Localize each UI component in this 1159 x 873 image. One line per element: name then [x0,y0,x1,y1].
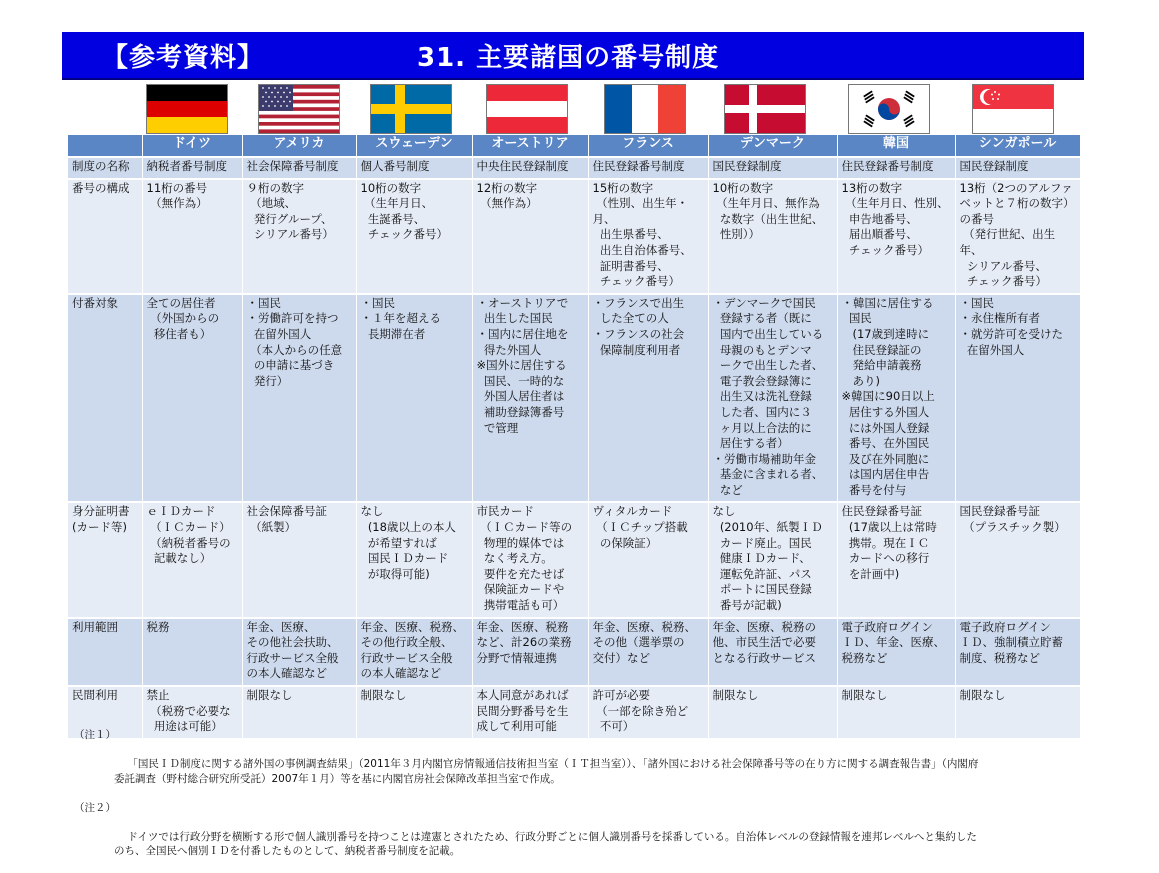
table-cell: 個人番号制度 [356,157,472,179]
table-cell: 禁止 （税務で必要な 用途は可能） [142,686,242,739]
row-label-id-card: 身分証明書 (カード等) [68,502,142,617]
table-cell: 制限なし [837,686,955,739]
table-cell: 11桁の番号 （無作為） [142,179,242,294]
column-header-sweden: スウェーデン [356,135,472,157]
comparison-table [68,135,1081,740]
table-cell: 10桁の数字 （生年月日、無作為 な数字（出生世紀、 性別）） [708,179,837,294]
table-cell: 13桁（2つのアルファ ベットと７桁の数字） の番号 （発行世紀、出生年、 シリアル番号、 チェック番号） [955,179,1080,294]
korea-flag-icon [848,84,930,134]
table-header-row [68,135,1080,157]
table-cell: ・フランスで出生 した全ての人 ・フランスの社会 保障制度利用者 [588,294,708,503]
table-cell: 年金、医療、税務の 他、市民生活で必要 となる行政サービス [708,618,837,686]
france-flag-icon [604,84,686,134]
table-cell: ・国民 ・労働許可を持つ 在留外国人 （本人からの任意 の申請に基づき 発行） [242,294,356,503]
footnote-label: （注１） [74,728,116,743]
table-row [68,618,1080,686]
denmark-flag-icon [724,84,806,134]
table-cell: ・国民 ・永住権所有者 ・就労許可を受けた 在留外国人 [955,294,1080,503]
table-cell: 制限なし [356,686,472,739]
table-row [68,502,1080,617]
austria-flag-icon [486,84,568,134]
table-cell: 国民登録制度 [708,157,837,179]
table-cell: 電子政府ログイン ＩＤ、年金、医療、 税務など [837,618,955,686]
table-cell: 市民カード （ＩＣカード等の 物理的媒体では なく考え方。 要件を充たせば 保険証カードや 携帯電話も可） [472,502,588,617]
table-cell: 本人同意があれば 民間分野番号を生 成して利用可能 [472,686,588,739]
row-label-assignment-target: 付番対象 [68,294,142,503]
table-cell: ・オーストリアで 出生した国民 ・国内に居住地を 得た外国人 ※国外に居住する 国民、一時的な 外国人居住者は 補助登録簿番号 で管理 [472,294,588,503]
table-cell: 中央住民登録制度 [472,157,588,179]
title-banner [62,32,1084,80]
germany-flag-icon [146,84,228,134]
table-cell: なし (18歳以上の本人 が希望すれば 国民ＩＤカード が取得可能) [356,502,472,617]
table-cell: 電子政府ログイン ＩＤ、強制積立貯蓄 制度、税務など [955,618,1080,686]
column-header-usa: アメリカ [242,135,356,157]
footnote [74,728,1074,801]
table-cell: 制限なし [242,686,356,739]
table-cell: ９桁の数字 （地域、 発行グループ、 シリアル番号） [242,179,356,294]
footnote-text: ドイツでは行政分野を横断する形で個人識別番号を持つことは違憲とされたため、行政分野ごとに個人識別番号を採番している。自治体レベルの登録情報を連邦レベルへと集約した のち、全国民へ個別ＩＤを付番したものとして、納税者番号制度を記載。 [114,831,977,858]
footnote-label: （注２） [74,801,116,816]
table-cell: 制限なし [708,686,837,739]
table-cell: ・韓国に居住する 国民 (17歳到達時に 住民登録証の 発給申請義務 あり) ※韓国に90日以上 居住する外国人 には外国人登録 番号、在外国民 及び在外同胞に は国内居住申告 番号を付与 [837,294,955,503]
table-cell: 年金、医療、税務、 その他（選挙票の 交付）など [588,618,708,686]
row-label-private-use: 民間利用 [68,686,142,739]
row-label-system-name: 制度の名称 [68,157,142,179]
table-cell: 国民登録制度 [955,157,1080,179]
flags-row [62,84,1084,132]
table-cell: 社会保障番号制度 [242,157,356,179]
table-cell: ・デンマークで国民 登録する者（既に 国内で出生している 母親のもとデンマ ークで出生した者、 電子教会登録簿に 出生又は洗礼登録 した者、国内に３ ヶ月以上合法的に 居住する者） ・労働市場補助年金 基金に含まれる者、 など [708,294,837,503]
table-cell: 住民登録番号制度 [588,157,708,179]
table-cell: 税務 [142,618,242,686]
table-cell: 社会保障番号証 （紙製） [242,502,356,617]
table-cell: 住民登録番号制度 [837,157,955,179]
table-cell: ヴィタルカード （ＩＣチップ搭載 の保険証） [588,502,708,617]
table-cell: 住民登録番号証 (17歳以上は常時 携帯。現在ＩＣ カードへの移行 を計画中) [837,502,955,617]
header-corner [68,135,142,157]
row-label-number-structure: 番号の構成 [68,179,142,294]
table-cell: 年金、医療、税務、 その他行政全般、 行政サービス全般 の本人確認など [356,618,472,686]
footnote-text: 「国民ＩＤ制度に関する諸外国の事例調査結果」（2011年３月内閣官房情報通信技術担当室（ＩＴ担当室））、「諸外国における社会保障番号等の在り方に関する調査報告書」（内閣府 委託調査（野村総合研究所受託）2007年１月）等を基に内閣官房社会保障改革担当室で作成。 [114,758,978,785]
table-cell: 15桁の数字 （性別、出生年・月、 出生県番号、 出生自治体番号、 証明書番号、 チェック番号） [588,179,708,294]
singapore-flag-icon [972,84,1054,134]
table-cell: ｅＩＤカード （ＩＣカード） （納税者番号の 記載なし） [142,502,242,617]
footnotes [74,728,1074,873]
table-row [68,157,1080,179]
column-header-france: フランス [588,135,708,157]
table-row [68,179,1080,294]
table-cell: 納税者番号制度 [142,157,242,179]
column-header-denmark: デンマーク [708,135,837,157]
column-header-korea: 韓国 [837,135,955,157]
page-title: 31. 主要諸国の番号制度 [417,37,719,74]
table-cell: なし (2010年、紙製ＩＤ カード廃止。国民 健康ＩＤカード、 運転免許証、パス ポートに国民登録 番号が記載) [708,502,837,617]
table-row [68,294,1080,503]
table-cell: 10桁の数字 （生年月日、 生誕番号、 チェック番号） [356,179,472,294]
table-cell: 年金、医療、 その他社会扶助、 行政サービス全般 の本人確認など [242,618,356,686]
table-cell: 制限なし [955,686,1080,739]
column-header-germany: ドイツ [142,135,242,157]
column-header-singapore: シンガポール [955,135,1080,157]
table-cell: 国民登録番号証 （プラスチック製） [955,502,1080,617]
table-cell: 13桁の数字 （生年月日、性別、 申告地番号、 届出順番号、 チェック番号） [837,179,955,294]
usa-flag-icon [258,84,340,134]
table-cell: 12桁の数字 （無作為） [472,179,588,294]
table-cell: 許可が必要 （一部を除き殆ど 不可） [588,686,708,739]
sweden-flag-icon [370,84,452,134]
reference-label: 【参考資料】 [102,37,264,74]
footnote [74,801,1074,873]
column-header-austria: オーストリア [472,135,588,157]
row-label-scope-of-use: 利用範囲 [68,618,142,686]
table-cell: 年金、医療、税務 など、計26の業務 分野で情報連携 [472,618,588,686]
table-cell: 全ての居住者 （外国からの 移住者も） [142,294,242,503]
table-cell: ・国民 ・１年を超える 長期滞在者 [356,294,472,503]
